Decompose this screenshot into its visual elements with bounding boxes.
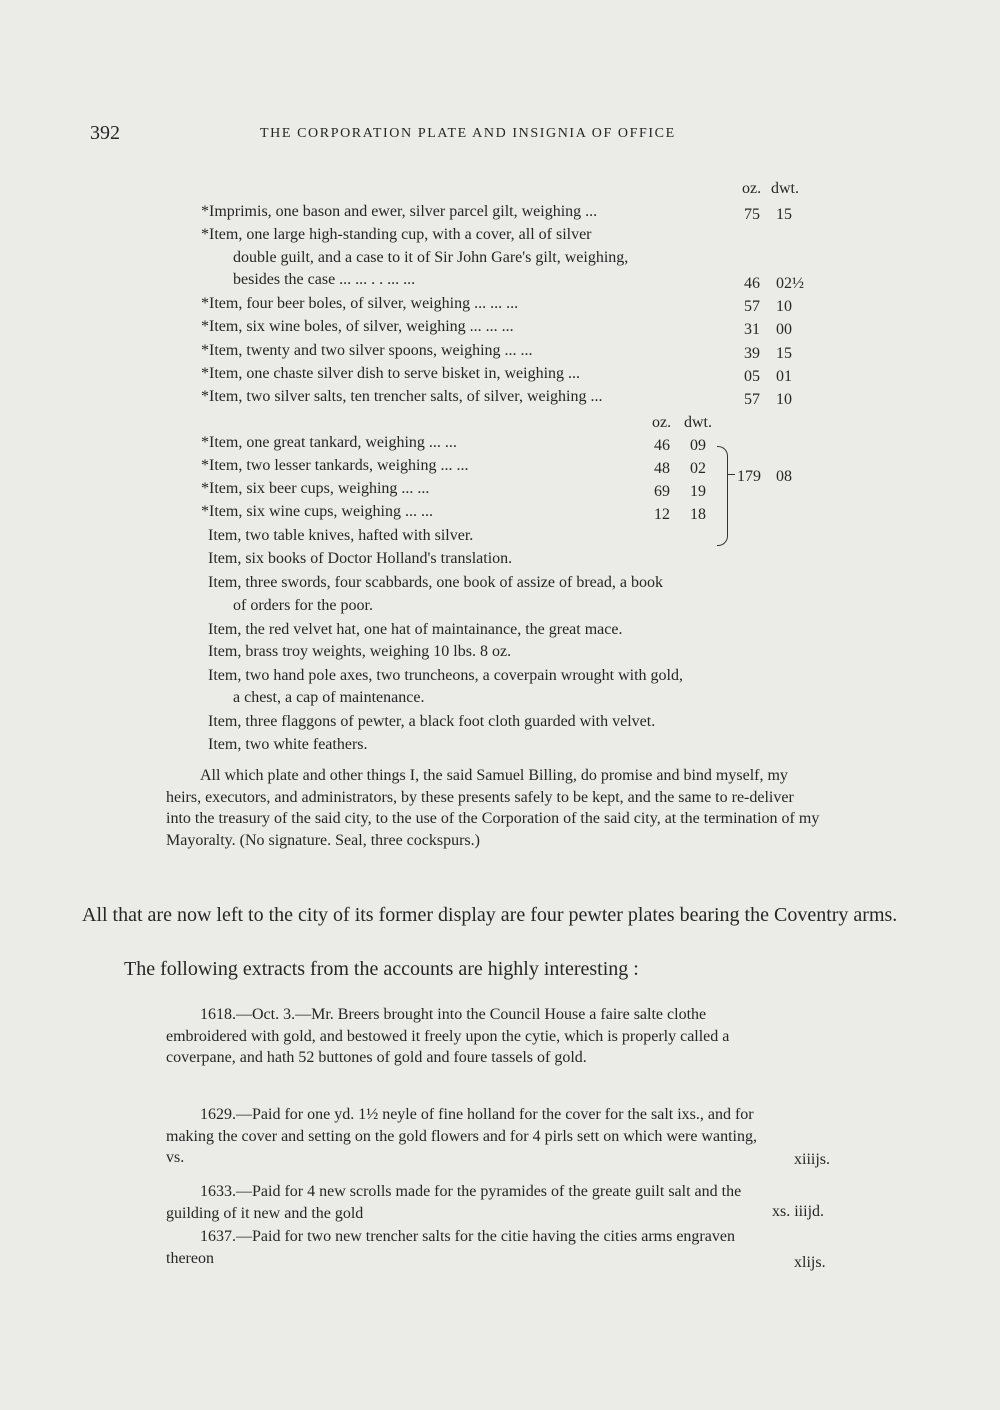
group-brace-tick bbox=[727, 474, 735, 475]
tankard-item: *Item, two lesser tankards, weighing ... ... bbox=[201, 457, 469, 474]
tankard-oz: 69 bbox=[654, 483, 670, 500]
inventory-item: *Item, four beer boles, of silver, weighing ... ... ... bbox=[201, 295, 519, 312]
extract-1633: 1633.—Paid for 4 new scrolls made for the pyramides of the greate guilt salt and the guilding of it new and the gold bbox=[166, 1183, 742, 1222]
inventory-line: Item, two white feathers. bbox=[208, 736, 368, 753]
item-oz: 75 bbox=[744, 206, 760, 223]
dwt-heading: dwt. bbox=[771, 180, 799, 197]
tankard-item: *Item, six beer cups, weighing ... ... bbox=[201, 480, 430, 497]
tankard-dwt: 09 bbox=[690, 437, 706, 454]
item-dwt: 10 bbox=[776, 298, 792, 315]
item-dwt: 15 bbox=[776, 345, 792, 362]
tankard-item: *Item, six wine cups, weighing ... ... bbox=[201, 503, 433, 520]
oz-heading: oz. bbox=[742, 180, 762, 197]
inventory-line: Item, brass troy weights, weighing 10 lbs. 8 oz. bbox=[208, 643, 512, 660]
inventory-line: Item, the red velvet hat, one hat of maintainance, the great mace. bbox=[208, 621, 623, 638]
inventory-line: Item, three flaggons of pewter, a black foot cloth guarded with velvet. bbox=[208, 713, 656, 730]
item-oz: 05 bbox=[744, 368, 760, 385]
extract-1618: 1618.—Oct. 3.—Mr. Breers brought into the Council House a faire salte clothe embroidered with gold, and bestowed it freely upon the cytie, which is properly called a coverpane, and hath 52 buttones of gold and foure tassels of gold. bbox=[166, 1006, 730, 1066]
dwt-subheading: dwt. bbox=[684, 414, 712, 431]
inventory-item: *Imprimis, one bason and ewer, silver parcel gilt, weighing ... bbox=[201, 203, 598, 220]
inventory-item: *Item, twenty and two silver spoons, weighing ... ... bbox=[201, 342, 533, 359]
inventory-closing-paragraph: All which plate and other things I, the said Samuel Billing, do promise and bind myself, my heirs, executors, and administrators, by these presents safely to be kept, and the same to re-deliver into the treasury of the said city, to the use of the Corporation of the said city, at the termination of my Mayoralty. (No signature. Seal, three cockspurs.) bbox=[166, 767, 820, 850]
inventory-item: double guilt, and a case to it of Sir John Gare's gilt, weighing, bbox=[233, 249, 629, 266]
item-dwt: 01 bbox=[776, 368, 792, 385]
tankard-total-oz: 179 bbox=[737, 468, 761, 485]
tankard-dwt: 02 bbox=[690, 460, 706, 477]
item-oz: 31 bbox=[744, 321, 760, 338]
inventory-item: *Item, two silver salts, ten trencher salts, of silver, weighing ... bbox=[201, 388, 603, 405]
inventory-line: of orders for the poor. bbox=[233, 597, 373, 614]
inventory-line: Item, three swords, four scabbards, one book of assize of bread, a book bbox=[208, 574, 663, 591]
extract-amount: xiiijs. bbox=[794, 1151, 831, 1168]
item-oz: 57 bbox=[744, 391, 760, 408]
tankard-total-dwt: 08 bbox=[776, 468, 792, 485]
extract-amount: xlijs. bbox=[794, 1254, 826, 1271]
tankard-oz: 46 bbox=[654, 437, 670, 454]
inventory-item: *Item, one large high-standing cup, with a cover, all of silver bbox=[201, 226, 592, 243]
item-oz: 39 bbox=[744, 345, 760, 362]
body-paragraph: All that are now left to the city of its former display are four pewter plates bearing the Coventry arms. bbox=[82, 904, 898, 926]
tankard-oz: 12 bbox=[654, 506, 670, 523]
body-paragraph-intro: The following extracts from the accounts are highly interesting : bbox=[124, 958, 639, 980]
page-number: 392 bbox=[90, 122, 120, 144]
tankard-dwt: 18 bbox=[690, 506, 706, 523]
oz-subheading: oz. bbox=[652, 414, 672, 431]
inventory-line: Item, two table knives, hafted with silver. bbox=[208, 527, 474, 544]
item-dwt: 02½ bbox=[776, 275, 804, 292]
inventory-line: a chest, a cap of maintenance. bbox=[233, 689, 425, 706]
tankard-dwt: 19 bbox=[690, 483, 706, 500]
inventory-item: besides the case ... ... . . ... ... bbox=[233, 271, 416, 288]
extract-1629: 1629.—Paid for one yd. 1½ neyle of fine holland for the cover for the salt ixs., and for making the cover and setting on the gold flowers and for 4 pirls sett on which were wanting, vs. bbox=[166, 1106, 757, 1166]
running-title: THE CORPORATION PLATE AND INSIGNIA OF OFFICE bbox=[260, 126, 676, 141]
inventory-line: Item, six books of Doctor Holland's translation. bbox=[208, 550, 513, 567]
tankard-oz: 48 bbox=[654, 460, 670, 477]
extract-amount: xs. iiijd. bbox=[772, 1203, 825, 1220]
inventory-item: *Item, six wine boles, of silver, weighing ... ... ... bbox=[201, 318, 514, 335]
tankard-item: *Item, one great tankard, weighing ... ... bbox=[201, 434, 457, 451]
item-oz: 57 bbox=[744, 298, 760, 315]
item-dwt: 00 bbox=[776, 321, 792, 338]
item-oz: 46 bbox=[744, 275, 760, 292]
group-brace bbox=[717, 446, 728, 546]
inventory-item: *Item, one chaste silver dish to serve bisket in, weighing ... bbox=[201, 365, 581, 382]
item-dwt: 15 bbox=[776, 206, 792, 223]
extract-1637: 1637.—Paid for two new trencher salts for the citie having the cities arms engraven thereon bbox=[166, 1228, 735, 1267]
item-dwt: 10 bbox=[776, 391, 792, 408]
inventory-line: Item, two hand pole axes, two truncheons, a coverpain wrought with gold, bbox=[208, 667, 683, 684]
